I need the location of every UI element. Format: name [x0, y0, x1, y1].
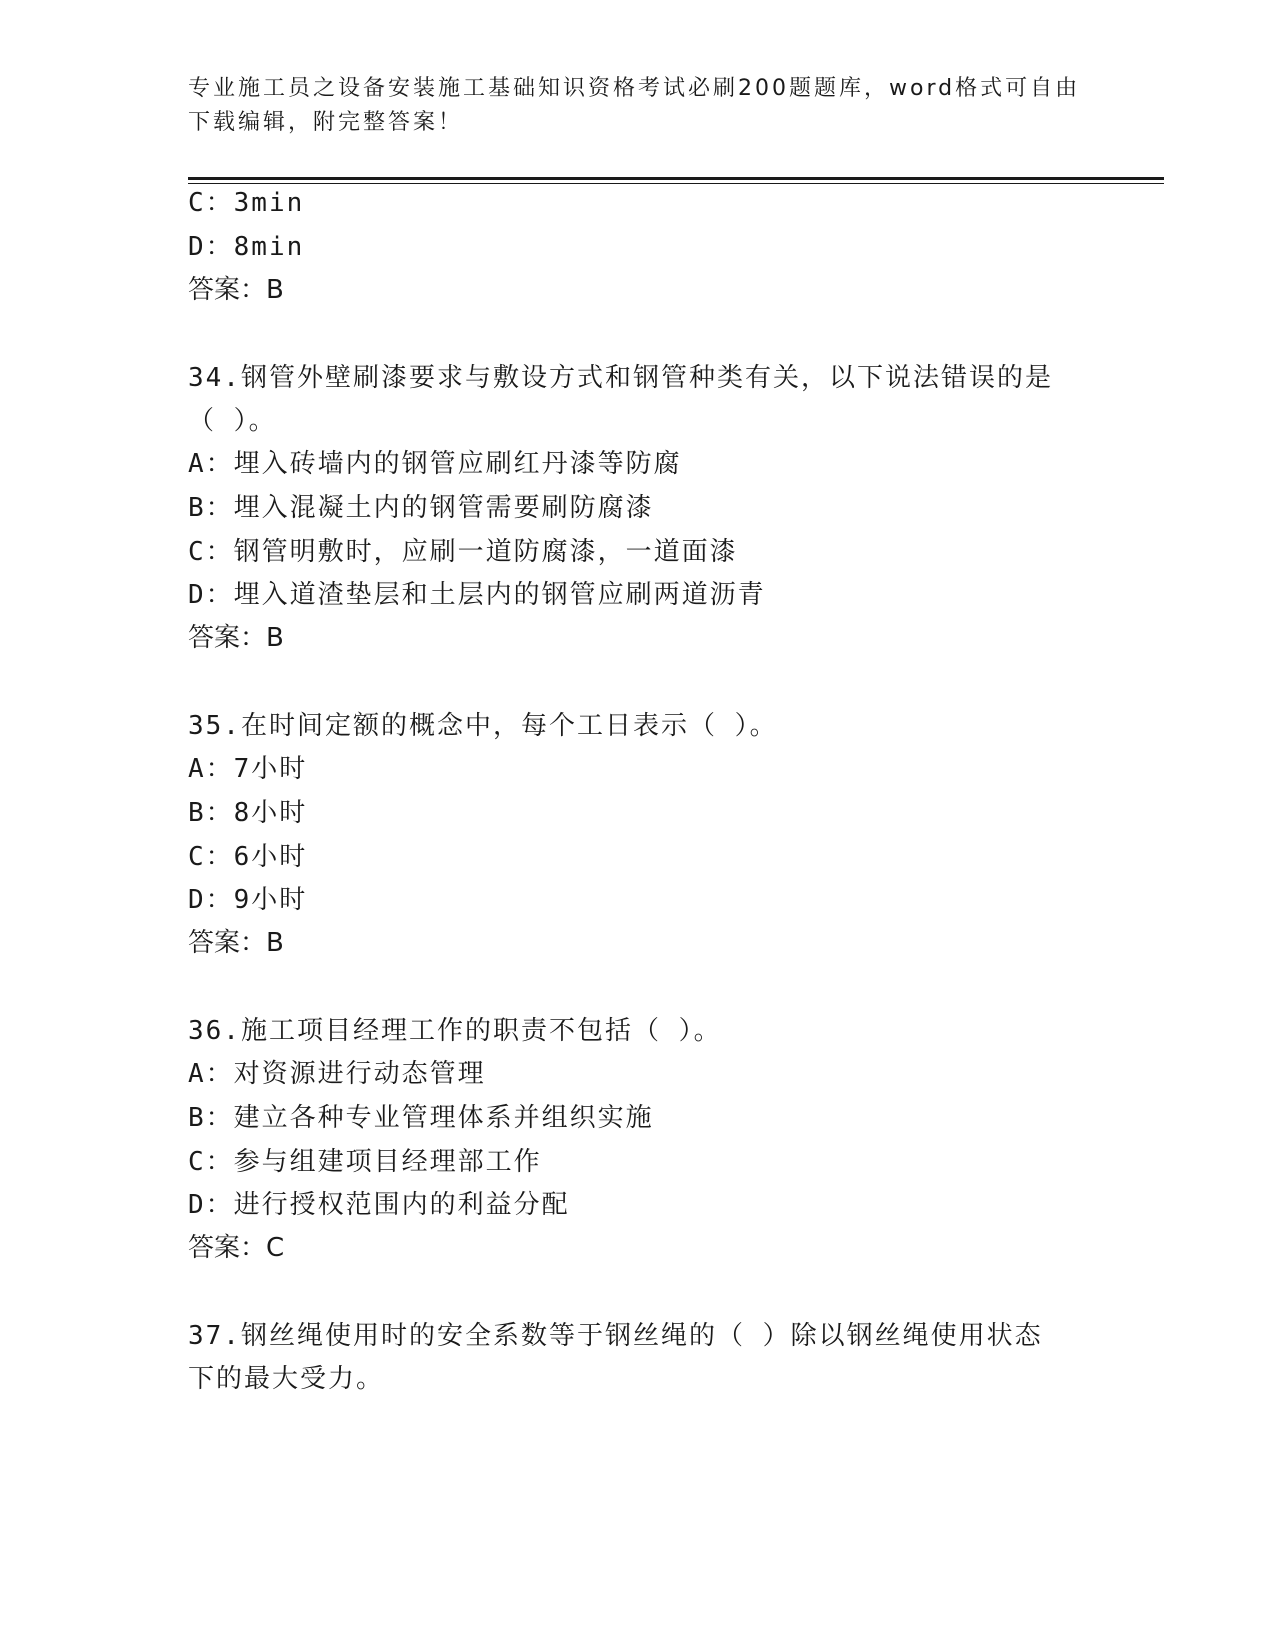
header-divider-thin: [188, 183, 1164, 184]
document-header: [188, 72, 1088, 140]
q33-option-c: C：3min: [188, 188, 305, 218]
q36-stem: 36.施工项目经理工作的职责不包括（ ）。: [188, 1016, 722, 1046]
q34-option-d: D：埋入道渣垫层和土层内的钢管应刷两道沥青: [188, 580, 766, 610]
q34-option-c: C：钢管明敷时，应刷一道防腐漆，一道面漆: [188, 537, 738, 567]
header-divider-thick: [188, 177, 1164, 180]
q36-answer: 答案：C: [188, 1233, 285, 1263]
header-line-2: 下载编辑，附完整答案！: [188, 110, 464, 135]
q35-option-c: C：6小时: [188, 842, 308, 872]
q34-option-b: B：埋入混凝土内的钢管需要刷防腐漆: [188, 493, 654, 523]
q36-option-a: A：对资源进行动态管理: [188, 1059, 486, 1089]
q33-option-d: D：8min: [188, 232, 305, 262]
q35-option-d: D：9小时: [188, 885, 308, 915]
q34-stem-line-1: 34.钢管外壁刷漆要求与敷设方式和钢管种类有关，以下说法错误的是: [188, 363, 1053, 393]
q36-option-c: C：参与组建项目经理部工作: [188, 1147, 542, 1177]
q36-option-d: D：进行授权范围内的利益分配: [188, 1190, 570, 1220]
header-line-1: 专业施工员之设备安装施工基础知识资格考试必刷200题题库，word格式可自由: [188, 76, 1081, 101]
q35-stem: 35.在时间定额的概念中，每个工日表示（ ）。: [188, 711, 778, 741]
q36-option-b: B：建立各种专业管理体系并组织实施: [188, 1103, 654, 1133]
q33-answer: 答案：B: [188, 275, 284, 305]
q34-option-a: A：埋入砖墙内的钢管应刷红丹漆等防腐: [188, 449, 682, 479]
q37-stem-line-1: 37.钢丝绳使用时的安全系数等于钢丝绳的（ ）除以钢丝绳使用状态: [188, 1321, 1043, 1351]
q37-stem-line-2: 下的最大受力。: [188, 1364, 385, 1394]
q34-answer: 答案：B: [188, 623, 284, 653]
q34-stem-line-2: （ ）。: [188, 406, 277, 436]
q35-option-b: B：8小时: [188, 798, 308, 828]
q35-answer: 答案：B: [188, 928, 284, 958]
q35-option-a: A：7小时: [188, 754, 308, 784]
